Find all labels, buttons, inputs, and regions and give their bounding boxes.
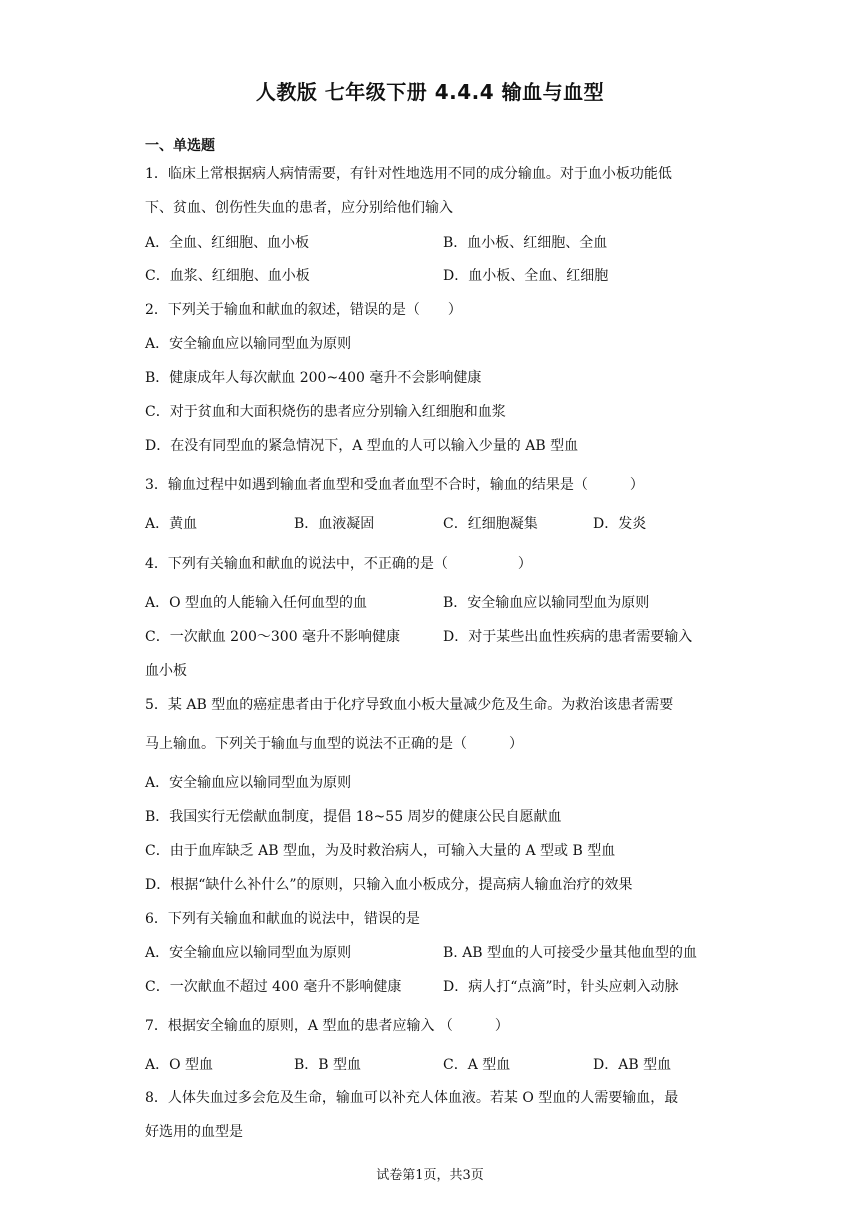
q5-option-b: B．我国实行无偿献血制度，提倡 18~55 周岁的健康公民自愿献血 (145, 809, 562, 825)
q4-option-d-continuation: 血小板 (145, 663, 187, 679)
q4-option-c: C．一次献血 200～300 毫升不影响健康 (145, 629, 401, 645)
q3-option-d: D．发炎 (593, 516, 647, 532)
q6-option-c: C．一次献血不超过 400 毫升不影响健康 (145, 979, 402, 995)
q3-option-c: C．红细胞凝集 (443, 516, 538, 532)
q7-option-b: B．B 型血 (294, 1057, 362, 1073)
q2-stem: 2．下列关于输血和献血的叙述，错误的是（ ） (145, 302, 462, 318)
q5-stem-line2: 马上输血。下列关于输血与血型的说法不正确的是（ ） (145, 736, 523, 752)
q7-stem: 7．根据安全输血的原则，A 型血的患者应输入 （ ） (145, 1018, 509, 1034)
q3-option-a: A．黄血 (145, 516, 198, 532)
q1-option-b: B．血小板、红细胞、全血 (443, 235, 608, 251)
q7-option-d: D．AB 型血 (593, 1057, 672, 1073)
q8-stem-line2: 好选用的血型是 (145, 1124, 243, 1140)
q6-option-d: D．病人打“点滴”时，针头应刺入动脉 (443, 979, 679, 995)
q5-option-a: A．安全输血应以输同型血为原则 (145, 775, 352, 791)
q1-option-c: C．血浆、红细胞、血小板 (145, 268, 310, 284)
q1-stem-line2: 下、贫血、创伤性失血的患者，应分别给他们输入 (145, 200, 453, 216)
q3-stem: 3．输血过程中如遇到输血者血型和受血者血型不合时，输血的结果是（ ） (145, 477, 644, 493)
q7-option-c: C．A 型血 (443, 1057, 511, 1073)
q1-option-a: A．全血、红细胞、血小板 (145, 235, 310, 251)
q3-option-b: B．血液凝固 (294, 516, 375, 532)
q5-option-c: C．由于血库缺乏 AB 型血，为及时救治病人，可输入大量的 A 型或 B 型血 (145, 843, 616, 859)
q7-option-a: A．O 型血 (145, 1057, 214, 1073)
q5-stem-line1: 5．某 AB 型血的癌症患者由于化疗导致血小板大量减少危及生命。为救治该患者需要 (145, 697, 674, 713)
q1-option-d: D．血小板、全血、红细胞 (443, 268, 609, 284)
q4-option-b: B．安全输血应以输同型血为原则 (443, 595, 650, 611)
q2-option-c: C．对于贫血和大面积烧伤的患者应分别输入红细胞和血浆 (145, 404, 506, 420)
q6-stem: 6．下列有关输血和献血的说法中，错误的是 (145, 911, 420, 927)
q4-option-d: D．对于某些出血性疾病的患者需要输入 (443, 629, 693, 645)
q8-stem-line1: 8．人体失血过多会危及生命，输血可以补充人体血液。若某 O 型血的人需要输血，最 (145, 1090, 679, 1106)
q4-stem: 4．下列有关输血和献血的说法中，不正确的是（ ） (145, 556, 532, 572)
q2-option-b: B．健康成年人每次献血 200~400 毫升不会影响健康 (145, 370, 482, 386)
section-heading: 一、单选题 (145, 138, 215, 154)
q6-option-a: A．安全输血应以输同型血为原则 (145, 945, 352, 961)
q4-option-a: A．O 型血的人能输入任何血型的血 (145, 595, 368, 611)
q5-option-d: D．根据“缺什么补什么”的原则，只输入血小板成分，提高病人输血治疗的效果 (145, 877, 633, 893)
q1-stem-line1: 1．临床上常根据病人病情需要，有针对性地选用不同的成分输血。对于血小板功能低 (145, 166, 672, 182)
q2-option-a: A．安全输血应以输同型血为原则 (145, 336, 352, 352)
page-title: 人教版 七年级下册 4.4.4 输血与血型 (255, 80, 605, 104)
q6-option-b: B. AB 型血的人可接受少量其他血型的血 (443, 945, 698, 961)
q2-option-d: D．在没有同型血的紧急情况下，A 型血的人可以输入少量的 AB 型血 (145, 438, 579, 454)
page-footer: 试卷第1页，共3页 (376, 1168, 484, 1183)
